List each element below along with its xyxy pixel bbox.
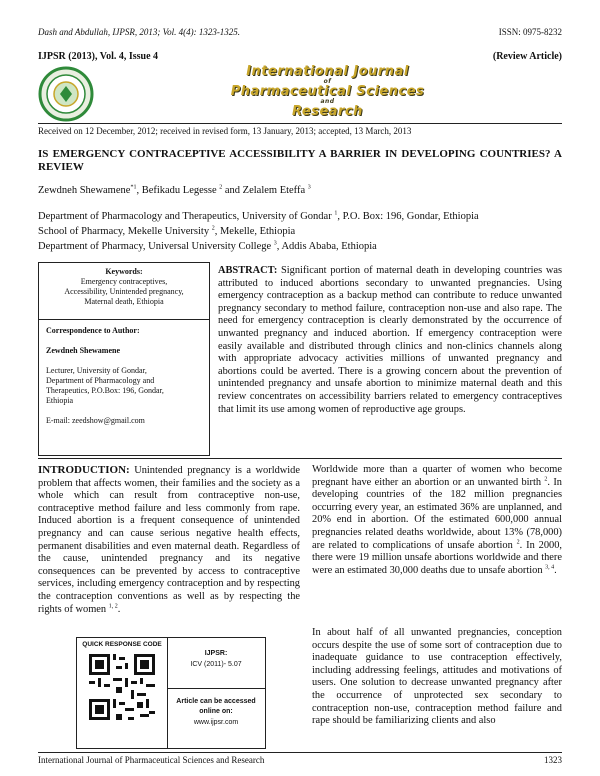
journal-url-link[interactable]: www.ijpsr.com	[193, 719, 239, 726]
running-header-issn: ISSN: 0975-8232	[498, 27, 562, 37]
footer-journal-name: International Journal of Pharmaceutical Sciences and Research	[38, 755, 265, 765]
journal-seal-logo	[38, 66, 94, 122]
column-two-paragraph-1: Worldwide more than a quarter of women who become pregnant have either an abortion or an unwanted birth $^2$. In developing countries of the 182 million pregnancies occurring every year, an estimated 36% are unplanned, and 20% end in abortion. Of the estimated 600,000 annual pregnancies related deaths worldwide, about 13% (78,000) are related to complications of unsafe abortion $^2$. In 2000, there were 19 million unsafe abortions worldwide and there were an estimated 30,000 deaths due to unsafe abortion $^{3, 4}$.	[312, 464, 562, 576]
abstract-label: ABSTRACT:	[218, 265, 278, 276]
affiliation-line: Department of Pharmacy, Universal University College $^3$, Addis Ababa, Ethiopia	[38, 240, 377, 252]
correspondent-email: E-mail: zeedshow@gmail.com	[46, 416, 145, 425]
correspondence-heading: Correspondence to Author:	[46, 326, 140, 335]
abstract-text: Significant portion of maternal death in developing countries was attributed to induced abortions secondary to unwanted pregnancies. Using emergency contraception as a backup method can contribute to reduce unwanted pregnancy secondary to method failure, contraception non-use and also rape. The need for emergency contraception is clearly demonstrated by the occurrence of unwanted pregnancy and induced abortion. If emergency contraception were easily available and distributed through clinics and non-clinics channels along with appropriate advocacy activities millions of unwanted pregnancy and abortions could be averted. There is a growing concern about the prevention of unintended pregnancy and unsafe abortion to minimize maternal death and this review concentrates on accessibility barriers related to emergency contraceptives that limit its use among women of reproductive age groups.	[218, 265, 562, 415]
author-affiliation-mark: 2	[219, 184, 223, 191]
author-list	[38, 185, 311, 196]
affiliation-list	[38, 209, 479, 254]
affiliation-line: School of Pharmacy, Mekelle University $^2$, Mekelle, Ethiopia	[38, 225, 296, 237]
running-header-left: Dash and Abdullah, IJPSR, 2013; Vol. 4(4): 1323-1325.	[38, 27, 241, 37]
keywords-heading: Keywords:	[105, 267, 143, 276]
keyword-line: Accessibility, Unintended pregnancy,	[64, 287, 184, 296]
author-name: Befikadu Legesse	[141, 185, 217, 196]
author-separator: ,	[136, 185, 142, 196]
banner-line-4: and	[320, 98, 335, 105]
footer-divider	[38, 752, 562, 753]
author-affiliation-mark: *1	[130, 184, 137, 191]
author-name: Zewdneh Shewamene	[38, 185, 131, 196]
banner-line-3: Pharmaceutical Sciences	[230, 84, 425, 99]
citation-mark: 3, 4	[545, 564, 555, 571]
qr-code-icon	[89, 654, 155, 725]
keyword-line: Maternal death, Ethiopia	[84, 297, 164, 306]
banner-line-1: International Journal	[246, 64, 409, 79]
citation-mark: 2	[516, 539, 520, 546]
journal-volume-line: IJPSR (2013), Vol. 4, Issue 4	[38, 51, 159, 62]
article-title: IS EMERGENCY CONTRACEPTIVE ACCESSIBILITY A BARRIER IN DEVELOPING COUNTRIES? A REVIEW	[38, 148, 562, 173]
abstract-block	[218, 265, 562, 416]
correspondence-section	[39, 320, 209, 426]
author-affiliation-mark: 3	[307, 184, 311, 191]
journal-banner	[205, 65, 450, 125]
correspondent-address: Lecturer, University of Gondar, Department of Pharmacology and Therapeutics, P.O.Box: 196, Gondar, Ethiopia	[46, 366, 164, 405]
quick-response-box	[76, 637, 266, 749]
correspondent-name: Zewdneh Shewamene	[46, 346, 121, 355]
icv-value: ICV (2011)- 5.07	[190, 661, 242, 668]
affiliation-line: Department of Pharmacology and Therapeutics, University of Gondar $^1$, P.O. Box: 196, Gondar, Ethiopia	[38, 210, 479, 222]
author-separator: and	[222, 185, 243, 196]
column-two-paragraph-2: In about half of all unwanted pregnancies, conception occurs despite the use of some sort of contraception due to inadequate guidance to use contraception effectively, including addressing feelings, attitudes and motivations of users. One solution to decrease unwanted pregnancy after the occurrence of unprotected sex secondary to contraception non-use, contraception method failure and rape should be familiarizing clients and also	[312, 627, 562, 727]
citation-mark: 1, 2	[108, 603, 118, 610]
introduction-paragraph: INTRODUCTION: Unintended pregnancy is a worldwide problem that affects women, their families and the society as a whole which can result from contraceptive non-use, contraceptive method failure and less commonly from rape. Induced abortion is a frequent consequence of unintended pregnancy and can cause serious negative health effects, permanent disabilities and even maternal death. Regardless of the cause, unintended pregnancy and its negative consequences can be prevented by access to contraceptive services, including emergency contraception and by respecting the contraception conventions as well as by respecting the rights of women $^{1, 2}$.	[38, 464, 300, 615]
article-info-box	[38, 262, 210, 456]
ijpsr-label: IJPSR:	[204, 650, 228, 657]
keywords-section	[39, 263, 209, 307]
keyword-line: Emergency contraceptives,	[80, 277, 168, 286]
access-text: Article can be accessed online on:	[176, 698, 256, 715]
qr-label: QUICK RESPONSE CODE	[82, 641, 162, 648]
page-number: 1323	[544, 755, 562, 765]
banner-line-2: of	[323, 78, 332, 85]
article-type-label: (Review Article)	[492, 51, 562, 62]
header-divider	[38, 123, 562, 124]
introduction-heading: INTRODUCTION:	[38, 464, 130, 476]
received-dates: Received on 12 December, 2012; received in revised form, 13 January, 2013; accepted, 13 March, 2013	[38, 126, 412, 136]
citation-mark: 2	[544, 476, 548, 483]
author-name: Zelalem Eteffa	[242, 185, 306, 196]
abstract-divider	[38, 458, 562, 459]
banner-line-5: Research	[292, 104, 363, 119]
